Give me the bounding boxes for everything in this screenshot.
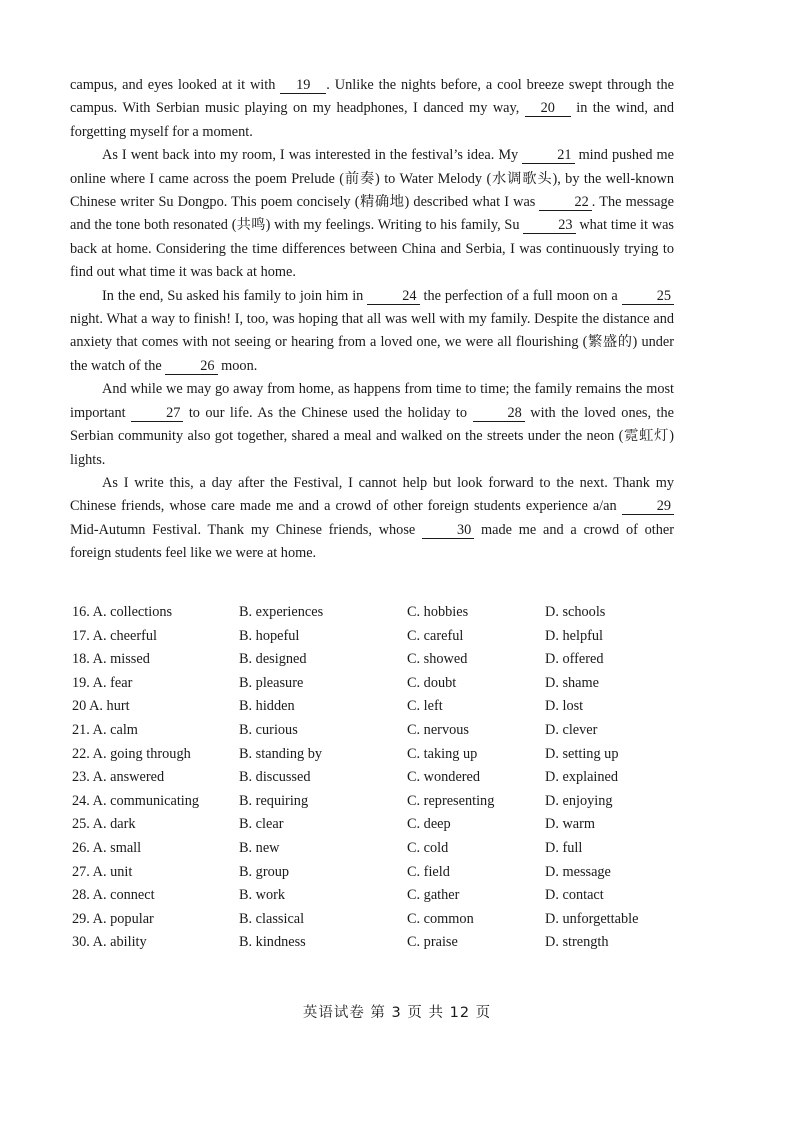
passage-text: made me and a crowd of other foreign students feel like we were at home. xyxy=(70,521,674,562)
option-b: B. pleasure xyxy=(239,674,304,691)
option-a: 23. A. answered xyxy=(72,769,165,786)
option-c: C. wondered xyxy=(407,769,481,786)
option-a: 22. A. going through xyxy=(72,745,191,762)
option-b: B. standing by xyxy=(239,745,323,762)
option-c: C. nervous xyxy=(407,721,469,738)
option-row xyxy=(72,813,692,837)
option-a: 21. A. calm xyxy=(72,721,138,738)
passage-text: with the loved ones, the Serbian community also got together, shared a meal and walked on the streets under the neon (霓虹灯) lights. xyxy=(70,404,674,468)
option-b: B. work xyxy=(239,887,286,904)
passage-text: campus, and eyes looked at it with xyxy=(70,77,281,93)
option-row xyxy=(72,601,692,625)
option-a: 27. A. unit xyxy=(72,863,133,880)
passage-text: . Unlike the nights before, a cool breeze swept through the campus. With Serbian music playing on my headphones, I danced my way, xyxy=(70,77,674,117)
option-d: D. explained xyxy=(545,769,619,786)
option-d: D. schools xyxy=(545,604,606,620)
option-c: C. deep xyxy=(407,816,451,833)
blank-25: 25 xyxy=(622,289,674,305)
option-a: 25. A. dark xyxy=(72,816,136,833)
option-c: C. common xyxy=(407,910,474,927)
option-a: 20 A. hurt xyxy=(72,698,130,715)
option-c: C. gather xyxy=(407,887,460,904)
blank-27: 27 xyxy=(131,406,183,422)
option-a: 29. A. popular xyxy=(72,910,154,927)
passage-text: in the wind, and forgetting myself for a moment. xyxy=(70,100,674,140)
option-row xyxy=(72,695,692,719)
option-d: D. message xyxy=(545,863,611,880)
option-c: C. careful xyxy=(407,627,464,644)
passage-text: As I went back into my room, I was interested in the festival’s idea. My xyxy=(102,147,523,164)
answer-options-table xyxy=(72,601,692,955)
option-row xyxy=(72,861,692,885)
option-a: 17. A. cheerful xyxy=(72,627,157,644)
option-a: 26. A. small xyxy=(72,839,142,856)
option-d: D. helpful xyxy=(545,627,603,644)
option-row xyxy=(72,790,692,814)
option-d: D. strength xyxy=(545,934,609,951)
option-a: 28. A. connect xyxy=(72,887,155,904)
blank-22: 22 xyxy=(539,195,591,211)
passage-paragraph-5 xyxy=(70,472,674,566)
option-row xyxy=(72,931,692,955)
passage-text: moon. xyxy=(217,357,258,374)
option-d: D. clever xyxy=(545,721,598,738)
option-row xyxy=(72,648,692,672)
passage-text: night. What a way to finish! I, too, was hoping that all was well with my family. Despite the distance and anxiety that comes with not seeing or hearing from a loved one, we were all flourishing (繁盛的) under the watch of the xyxy=(70,311,674,374)
option-d: D. unforgettable xyxy=(545,910,639,927)
blank-21: 21 xyxy=(522,148,574,164)
passage-text: And while we may go away from home, as happens from time to time; the family remains the most important xyxy=(70,381,674,421)
option-b: B. hopeful xyxy=(239,627,300,644)
option-c: C. hobbies xyxy=(407,604,469,620)
option-b: B. curious xyxy=(239,721,298,738)
option-d: D. full xyxy=(545,839,583,856)
option-row xyxy=(72,837,692,861)
option-a: 30. A. ability xyxy=(72,934,147,951)
page-footer: 英语试卷 第 3 页 共 12 页 xyxy=(302,1005,492,1021)
passage-text: the perfection of a full moon on a xyxy=(419,287,622,304)
option-b: B. designed xyxy=(239,651,307,668)
option-b: B. requiring xyxy=(239,792,309,809)
option-c: C. field xyxy=(407,863,450,880)
option-c: C. cold xyxy=(407,839,449,856)
option-b: B. group xyxy=(239,863,290,880)
option-d: D. warm xyxy=(545,816,596,833)
option-row xyxy=(72,884,692,908)
passage-paragraph-1 xyxy=(70,74,674,144)
passage-text: mind pushed me online where I came across the poem Prelude (前奏) to Water Melody (水调歌头), by the well-known Chinese writer Su Dongpo. This poem concisely (精确地) described what I was xyxy=(70,147,674,211)
passage-text: In the end, Su asked his family to join him in xyxy=(102,287,368,304)
option-b: B. new xyxy=(239,839,280,856)
passage-text: what time it was back at home. Considering the time differences between China and Serbia, I was continuously trying to find out what time it was back at home. xyxy=(70,217,674,281)
option-d: D. offered xyxy=(545,651,604,668)
passage-paragraph-2 xyxy=(70,144,674,284)
option-d: D. enjoying xyxy=(545,792,613,809)
option-row xyxy=(72,908,692,932)
option-a: 16. A. collections xyxy=(72,604,173,620)
blank-26: 26 xyxy=(165,359,217,375)
option-c: C. doubt xyxy=(407,674,457,691)
option-d: D. setting up xyxy=(545,745,619,762)
passage-text: Mid-Autumn Festival. Thank my Chinese friends, whose xyxy=(70,521,422,538)
blank-30: 30 xyxy=(422,523,474,539)
option-a: 19. A. fear xyxy=(72,674,133,691)
option-b: B. clear xyxy=(239,816,284,833)
option-c: C. praise xyxy=(407,934,458,951)
option-row xyxy=(72,719,692,743)
option-b: B. experiences xyxy=(239,604,324,620)
blank-28: 28 xyxy=(473,406,525,422)
cloze-passage xyxy=(70,74,674,566)
option-a: 18. A. missed xyxy=(72,651,150,668)
option-d: D. shame xyxy=(545,674,599,691)
option-d: D. lost xyxy=(545,698,584,715)
blank-20: 20 xyxy=(525,101,571,117)
passage-text: As I write this, a day after the Festival, I cannot help but look forward to the next. Thank my Chinese friends, whose care made me and a crowd of other foreign students experience a/an xyxy=(70,474,674,515)
option-row xyxy=(72,625,692,649)
option-b: B. kindness xyxy=(239,934,306,951)
passage-paragraph-4 xyxy=(70,378,674,472)
option-d: D. contact xyxy=(545,887,604,904)
blank-24: 24 xyxy=(367,289,419,305)
option-c: C. left xyxy=(407,698,443,715)
option-b: B. classical xyxy=(239,910,305,927)
option-c: C. showed xyxy=(407,651,468,668)
option-b: B. hidden xyxy=(239,698,295,715)
blank-23: 23 xyxy=(523,218,575,234)
option-row xyxy=(72,743,692,767)
blank-19: 19 xyxy=(280,78,326,94)
passage-paragraph-3 xyxy=(70,285,674,379)
option-row xyxy=(72,766,692,790)
option-b: B. discussed xyxy=(239,769,311,786)
passage-text: to our life. As the Chinese used the holiday to xyxy=(183,404,473,421)
blank-29: 29 xyxy=(622,499,674,515)
option-c: C. taking up xyxy=(407,745,478,762)
passage-text: . The message and the tone both resonated (共鸣) with my feelings. Writing to his family, Su xyxy=(70,194,675,234)
option-row xyxy=(72,672,692,696)
option-a: 24. A. communicating xyxy=(72,792,200,809)
option-c: C. representing xyxy=(407,792,495,809)
